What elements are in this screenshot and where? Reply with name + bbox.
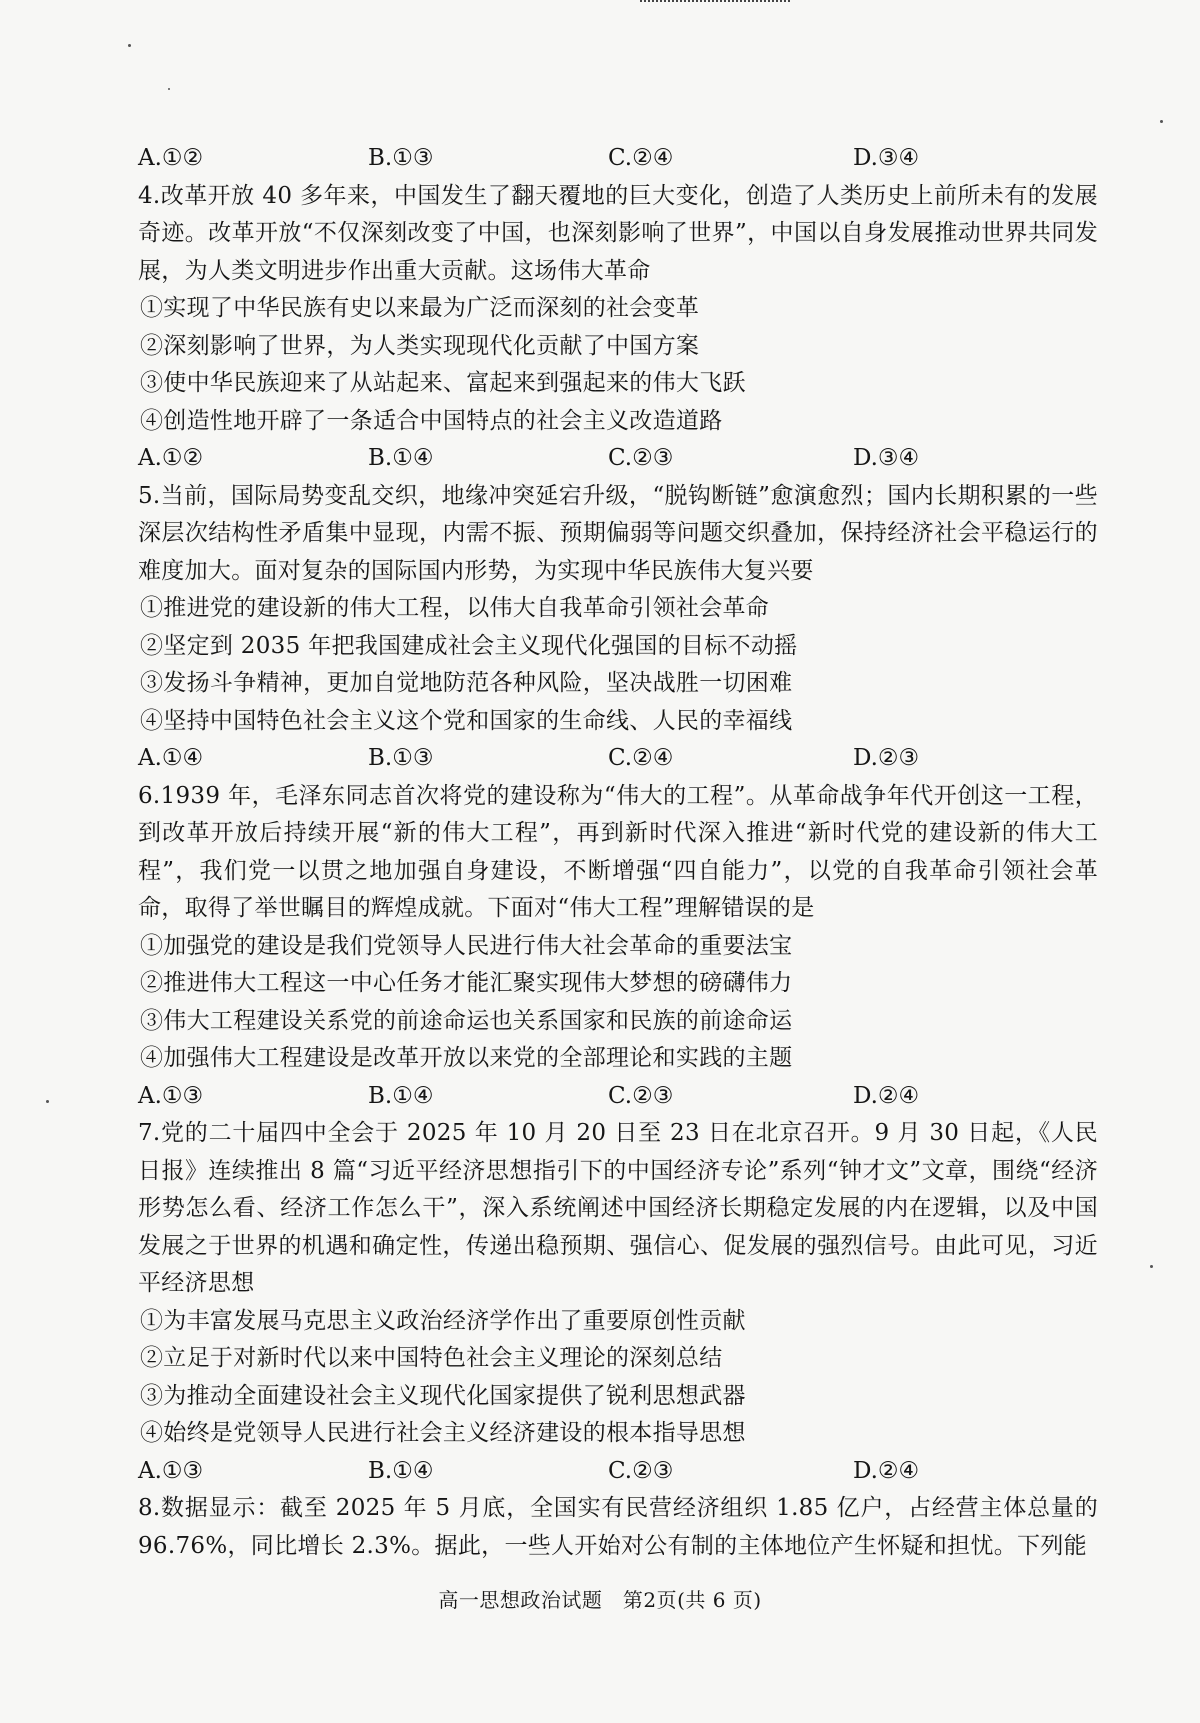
statement-3: ③发扬斗争精神，更加自觉地防范各种风险，坚决战胜一切困难 xyxy=(140,670,793,696)
choices xyxy=(138,1078,1098,1116)
statement-1: ①推进党的建设新的伟大工程，以伟大自我革命引领社会革命 xyxy=(140,595,770,621)
choice-a: A.①② xyxy=(138,145,204,171)
choice-b: B.①④ xyxy=(368,1082,434,1109)
scan-mark xyxy=(640,0,790,8)
statement-3: ③使中华民族迎来了从站起来、富起来到强起来的伟大飞跃 xyxy=(140,370,746,396)
question-stem: 7.党的二十届四中全会于 2025 年 10 月 20 日至 23 日在北京召开。9 月 30 日起，《人民日报》连续推出 8 篇“习近平经济思想指引下的中国经济专论”系列“钟才文”文章，围绕“经济形势怎么看、经济工作怎么干”，深入系统阐述中国经济长期稳定发展的内在逻辑，以及中国发展之于世界的机遇和确定性，传递出稳预期、强信心、促发展的强烈信号。由此可见，习近平经济思想 xyxy=(138,1120,1098,1296)
statement-1: ①实现了中华民族有史以来最为广泛而深刻的社会变革 xyxy=(140,295,700,321)
statement-4: ④始终是党领导人民进行社会主义经济建设的根本指导思想 xyxy=(140,1420,746,1446)
choice-d: D.②③ xyxy=(853,745,920,771)
statement-2: ②深刻影响了世界，为人类实现现代化贡献了中国方案 xyxy=(140,332,700,359)
choice-a: A.①② xyxy=(138,445,204,471)
q3-choices xyxy=(138,140,1098,178)
choice-d: D.③④ xyxy=(853,145,920,171)
choice-a: A.①③ xyxy=(138,1457,204,1484)
choice-d: D.②④ xyxy=(853,1457,920,1484)
choices xyxy=(138,740,1098,778)
question-stem: 6.1939 年，毛泽东同志首次将党的建设称为“伟大的工程”。从革命战争年代开创这一工程，到改革开放后持续开展“新的伟大工程”，再到新时代深入推进“新时代党的建设新的伟大工程”，我们党一以贯之地加强自身建设，不断增强“四自能力”，以党的自我革命引领社会革命，取得了举世瞩目的辉煌成就。下面对“伟大工程”理解错误的是 xyxy=(138,782,1098,921)
statement-4: ④坚持中国特色社会主义这个党和国家的生命线、人民的幸福线 xyxy=(140,707,793,734)
choice-c: C.②④ xyxy=(608,745,674,771)
choice-c: C.②③ xyxy=(608,1457,674,1484)
question-8 xyxy=(138,1490,1098,1565)
question-stem: 5.当前，国际局势变乱交织，地缘冲突延宕升级，“脱钩断链”愈演愈烈；国内长期积累的一些深层次结构性矛盾集中显现，内需不振、预期偏弱等问题交织叠加，保持经济社会平稳运行的难度加大。面对复杂的国际国内形势，为实现中华民族伟大复兴要 xyxy=(138,482,1098,584)
question-stem: 4.改革开放 40 多年来，中国发生了翻天覆地的巨大变化，创造了人类历史上前所未有的发展奇迹。改革开放“不仅深刻改变了中国，也深刻影响了世界”，中国以自身发展推动世界共同发展，为人类文明进步作出重大贡献。这场伟大革命 xyxy=(138,182,1098,284)
question-7 xyxy=(138,1115,1098,1490)
choice-c: C.②③ xyxy=(608,445,674,471)
scan-speck xyxy=(1150,1265,1153,1268)
statement-2: ②推进伟大工程这一中心任务才能汇聚实现伟大梦想的磅礴伟力 xyxy=(140,970,793,996)
scan-speck xyxy=(46,1100,49,1103)
question-list xyxy=(138,140,1098,1565)
scan-speck xyxy=(1160,120,1163,123)
choice-b: B.①④ xyxy=(368,1457,434,1484)
question-6 xyxy=(138,778,1098,1116)
page-footer: 高一思想政治试题 第2页(共 6 页) xyxy=(438,1588,762,1612)
statement-4: ④加强伟大工程建设是改革开放以来党的全部理论和实践的主题 xyxy=(140,1045,793,1071)
choices xyxy=(138,1453,1098,1491)
statement-4: ④创造性地开辟了一条适合中国特点的社会主义改造道路 xyxy=(140,407,723,434)
choices xyxy=(138,440,1098,478)
statement-1: ①加强党的建设是我们党领导人民进行伟大社会革命的重要法宝 xyxy=(140,932,793,959)
scan-speck xyxy=(168,88,170,90)
scan-speck xyxy=(128,44,131,47)
choice-b: B.①③ xyxy=(368,145,434,171)
choice-a: A.①③ xyxy=(138,1082,204,1109)
choice-a: A.①④ xyxy=(138,745,204,771)
statement-3: ③为推动全面建设社会主义现代化国家提供了锐利思想武器 xyxy=(140,1382,746,1409)
choice-c: C.②④ xyxy=(608,145,674,171)
statement-3: ③伟大工程建设关系党的前途命运也关系国家和民族的前途命运 xyxy=(140,1007,793,1034)
choice-d: D.②④ xyxy=(853,1082,920,1109)
question-stem: 8.数据显示：截至 2025 年 5 月底，全国实有民营经济组织 1.85 亿户，占经营主体总量的 96.76%，同比增长 2.3%。据此，一些人开始对公有制的主体地位产生怀疑和担忧。下列能 xyxy=(138,1495,1098,1559)
question-5 xyxy=(138,478,1098,778)
question-4 xyxy=(138,178,1098,478)
statement-1: ①为丰富发展马克思主义政治经济学作出了重要原创性贡献 xyxy=(140,1307,746,1334)
choice-c: C.②③ xyxy=(608,1082,674,1109)
statement-2: ②坚定到 2035 年把我国建成社会主义现代化强国的目标不动摇 xyxy=(140,632,798,659)
statement-2: ②立足于对新时代以来中国特色社会主义理论的深刻总结 xyxy=(140,1345,723,1371)
choice-b: B.①③ xyxy=(368,745,434,771)
choice-b: B.①④ xyxy=(368,445,434,471)
choice-d: D.③④ xyxy=(853,445,920,471)
